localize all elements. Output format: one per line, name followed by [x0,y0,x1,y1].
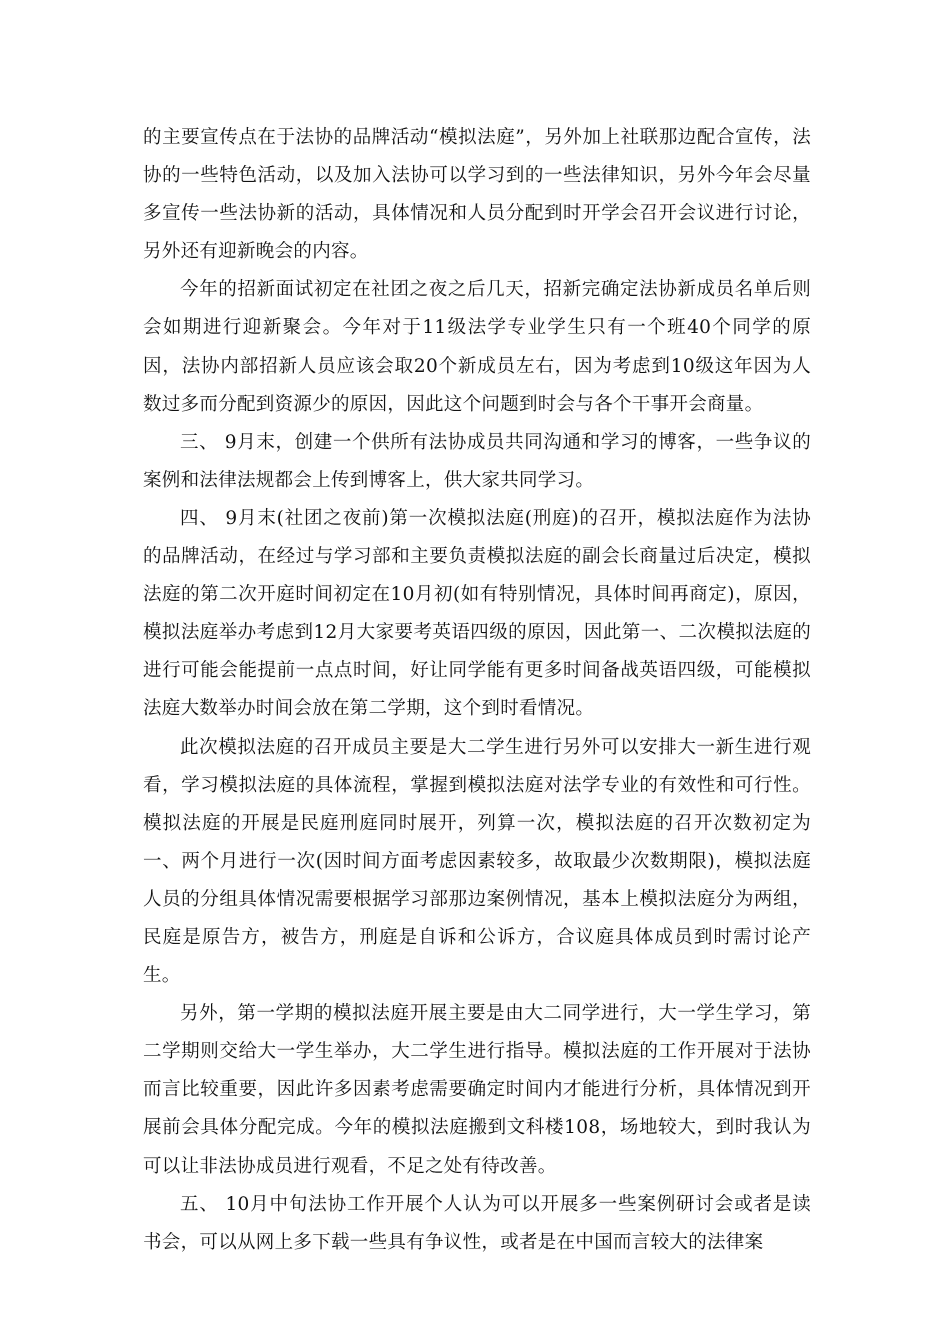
paragraph-section-four-moot-court: 四、 9月末(社团之夜前)第一次模拟法庭(刑庭)的召开，模拟法庭作为法协的品牌活动，在经过与学习部和主要负责模拟法庭的副会长商量过后决定，模拟法庭的第二次开庭时间初定在10月初(如有特别情况，具体时间再商定)，原因，模拟法庭举办考虑到12月大家要考英语四级的原因，因此第一、二次模拟法庭的进行可能会能提前一点点时间，好让同学能有更多时间备战英语四级，可能模拟法庭大数举办时间会放在第二学期，这个到时看情况。 [143,507,811,720]
paragraph-moot-court-members: 此次模拟法庭的召开成员主要是大二学生进行另外可以安排大一新生进行观看，学习模拟法庭的具体流程，掌握到模拟法庭对法学专业的有效性和可行性。模拟法庭的开展是民庭刑庭同时展开，列算一次，模拟法庭的召开次数初定为一、两个月进行一次(因时间方面考虑因素较多，故取最少次数期限)，模拟法庭人员的分组具体情况需要根据学习部那边案例情况，基本上模拟法庭分为两组，民庭是原告方，被告方，刑庭是自诉和公诉方，合议庭具体成员到时需讨论产生。 [143,736,811,987]
paragraph-continued-promotion: 的主要宣传点在于法协的品牌活动“模拟法庭”，另外加上社联那边配合宣传，法协的一些特色活动，以及加入法协可以学习到的一些法律知识，另外今年会尽量多宣传一些法协新的活动，具体情况和人员分配到时开学会召开会议进行讨论，另外还有迎新晚会的内容。 [143,127,811,263]
paragraph-section-five-seminars: 五、 10月中旬法协工作开展个人认为可以开展多一些案例研讨会或者是读书会，可以从网上多下载一些具有争议性，或者是在中国而言较大的法律案 [143,1193,811,1253]
paragraph-section-three-blog: 三、 9月末，创建一个供所有法协成员共同沟通和学习的博客，一些争议的案例和法律法规都会上传到博客上，供大家共同学习。 [143,431,811,491]
paragraph-moot-court-semesters: 另外，第一学期的模拟法庭开展主要是由大二同学进行，大一学生学习，第二学期则交给大一学生举办，大二学生进行指导。模拟法庭的工作开展对于法协而言比较重要，因此许多因素考虑需要确定时间内才能进行分析，具体情况到开展前会具体分配完成。今年的模拟法庭搬到文科楼108，场地较大，到时我认为可以让非法协成员进行观看，不足之处有待改善。 [143,1003,811,1177]
document-body [143,119,811,1262]
paragraph-recruitment-interview: 今年的招新面试初定在社团之夜之后几天，招新完确定法协新成员名单后则会如期进行迎新聚会。今年对于11级法学专业学生只有一个班40个同学的原因，法协内部招新人员应该会取20个新成员左右，因为考虑到10级这年因为人数过多而分配到资源少的原因，因此这个问题到时会与各个干事开会商量。 [143,279,811,415]
